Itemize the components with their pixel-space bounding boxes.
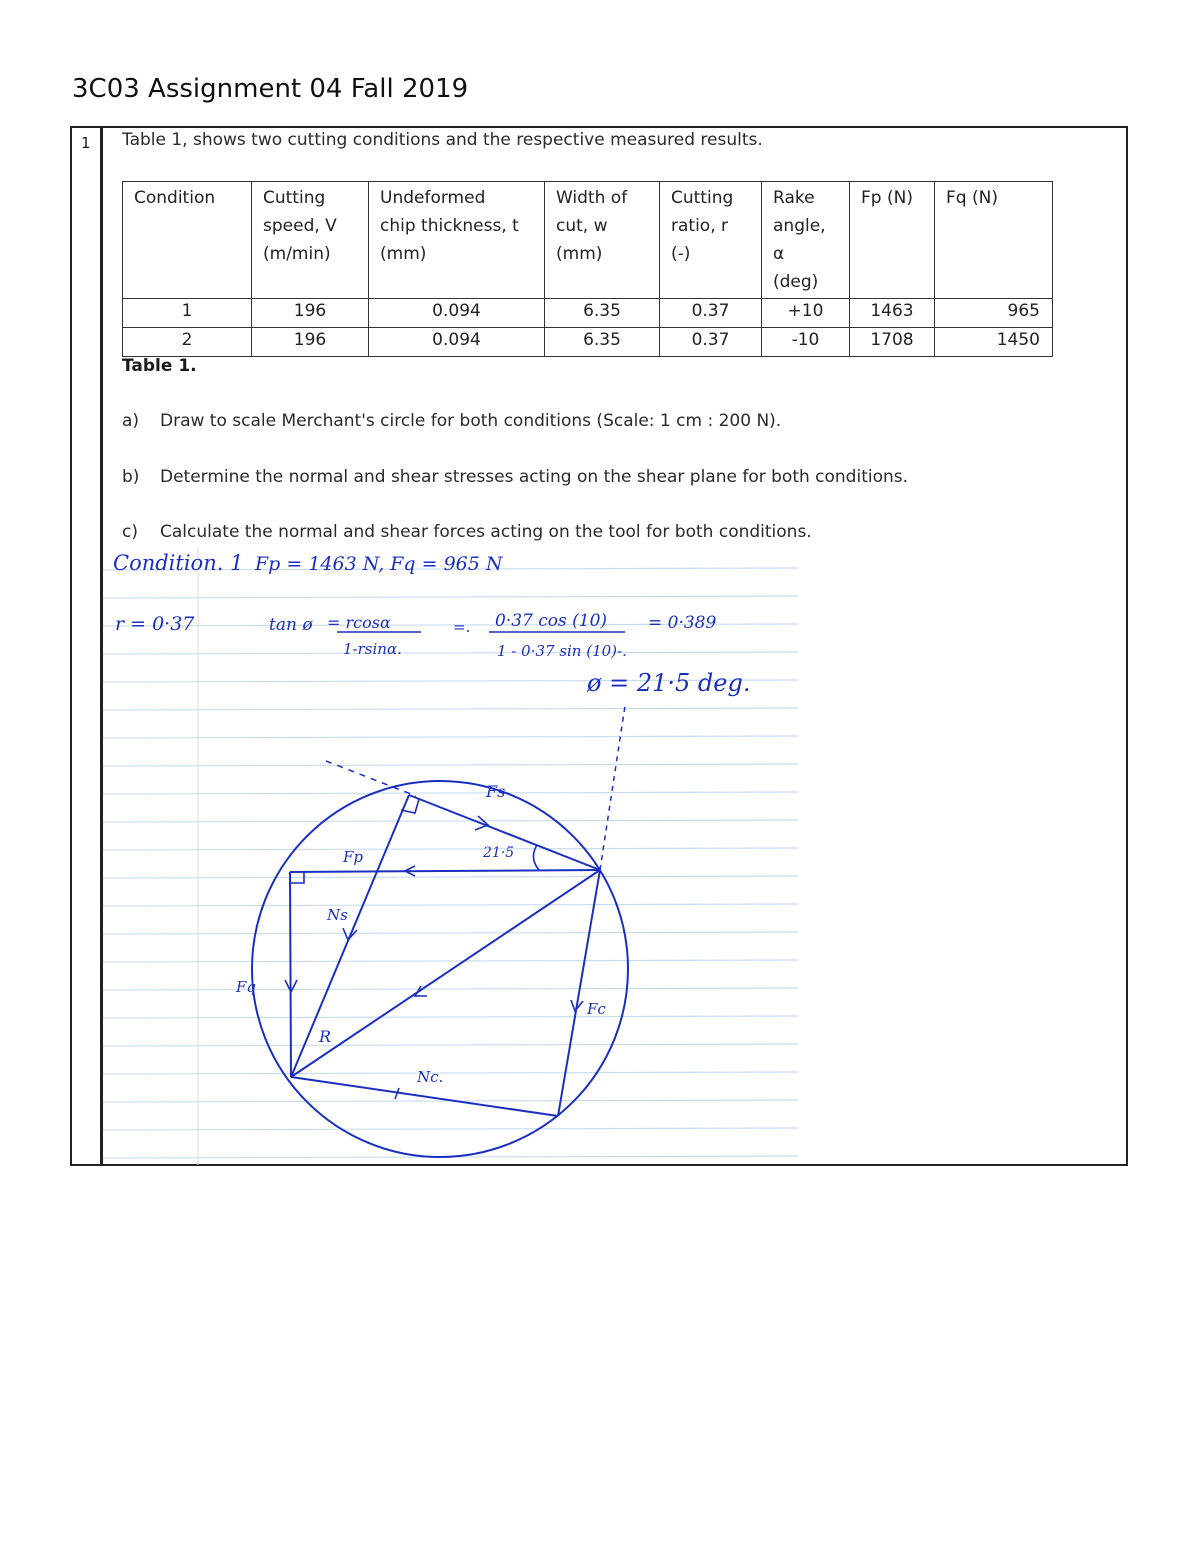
question-part-b [122, 467, 908, 487]
merchant-circle-diagram [252, 706, 628, 1157]
hw-phi-result: ø = 21·5 deg. [587, 669, 751, 697]
question-part-a [122, 411, 781, 431]
rake-face-extension [600, 706, 625, 870]
shear-plane-extension [326, 761, 416, 796]
label-r: R [319, 1027, 332, 1046]
cell-fp: 1463 [850, 299, 935, 328]
cell-thickness: 0.094 [369, 328, 545, 357]
hw-given-forces: Fp = 1463 N, Fq = 965 N [255, 553, 503, 575]
label-fc: Fc [587, 1000, 606, 1018]
part-text: Draw to scale Merchant's circle for both conditions (Scale: 1 cm : 200 N). [160, 411, 782, 431]
label-fp: Fp [343, 848, 364, 866]
cell-rake: -10 [762, 328, 850, 357]
hw-tan-result: = 0·389 [648, 613, 717, 633]
cell-width: 6.35 [545, 299, 660, 328]
ns-vector [291, 795, 409, 1077]
part-text: Determine the normal and shear stresses acting on the shear plane for both conditions. [160, 467, 909, 487]
cell-ratio: 0.37 [660, 299, 762, 328]
table-row [123, 299, 1053, 328]
cell-speed: 196 [252, 328, 369, 357]
table-header-row [123, 182, 1053, 299]
cell-rake: +10 [762, 299, 850, 328]
fc-vector [558, 870, 600, 1116]
cell-width: 6.35 [545, 328, 660, 357]
hw-cutting-ratio: r = 0·37 [115, 613, 195, 635]
hw-substitution-denominator: 1 - 0·37 sin (10)-. [497, 642, 627, 660]
cell-fp: 1708 [850, 328, 935, 357]
hw-condition-label: Condition. 1 [113, 551, 244, 575]
label-ns: Ns [327, 906, 348, 924]
label-nc: Nc. [417, 1068, 444, 1086]
hw-substitution-numerator: 0·37 cos (10) [495, 611, 608, 631]
label-fs: Fs [486, 782, 506, 801]
header-cutting-speed: Cutting speed, V (m/min) [252, 182, 369, 299]
header-fq: Fq (N) [935, 182, 1053, 299]
header-condition: Condition [123, 182, 252, 299]
cell-condition: 1 [123, 299, 252, 328]
part-label: c) [122, 522, 138, 542]
header-cutting-ratio: Cutting ratio, r (-) [660, 182, 762, 299]
cell-fq: 965 [935, 299, 1053, 328]
resultant-vector [291, 870, 600, 1077]
hw-formula-numerator: = rcosα [327, 613, 391, 632]
question-intro: Table 1, shows two cutting conditions and the respective measured results. [122, 130, 763, 150]
document-title: 3C03 Assignment 04 Fall 2019 [72, 74, 469, 104]
cell-fq: 1450 [935, 328, 1053, 357]
fp-vector [290, 870, 600, 872]
label-angle: 21·5 [483, 845, 515, 861]
part-label: a) [122, 411, 140, 431]
part-label: b) [122, 467, 140, 487]
question-part-c [122, 522, 812, 542]
hw-formula-denominator: 1-rsinα. [343, 640, 402, 658]
header-width-of-cut: Width of cut, w (mm) [545, 182, 660, 299]
fq-vector [290, 872, 291, 1077]
hw-equals-sign: =. [453, 618, 471, 636]
part-text: Calculate the normal and shear forces acting on the tool for both conditions. [160, 522, 812, 542]
header-chip-thickness: Undeformed chip thickness, t (mm) [369, 182, 545, 299]
table-row [123, 328, 1053, 357]
label-fq: Fq [236, 978, 257, 996]
ruled-lines [103, 568, 798, 1158]
conditions-table [122, 181, 1053, 357]
table-caption: Table 1. [122, 356, 197, 376]
cell-speed: 196 [252, 299, 369, 328]
header-fp: Fp (N) [850, 182, 935, 299]
handwritten-solution [103, 548, 798, 1165]
question-number: 1 [81, 134, 91, 152]
cell-thickness: 0.094 [369, 299, 545, 328]
hw-tan-phi: tan ø [269, 615, 313, 635]
cell-condition: 2 [123, 328, 252, 357]
header-rake-angle: Rake angle, α (deg) [762, 182, 850, 299]
cell-ratio: 0.37 [660, 328, 762, 357]
